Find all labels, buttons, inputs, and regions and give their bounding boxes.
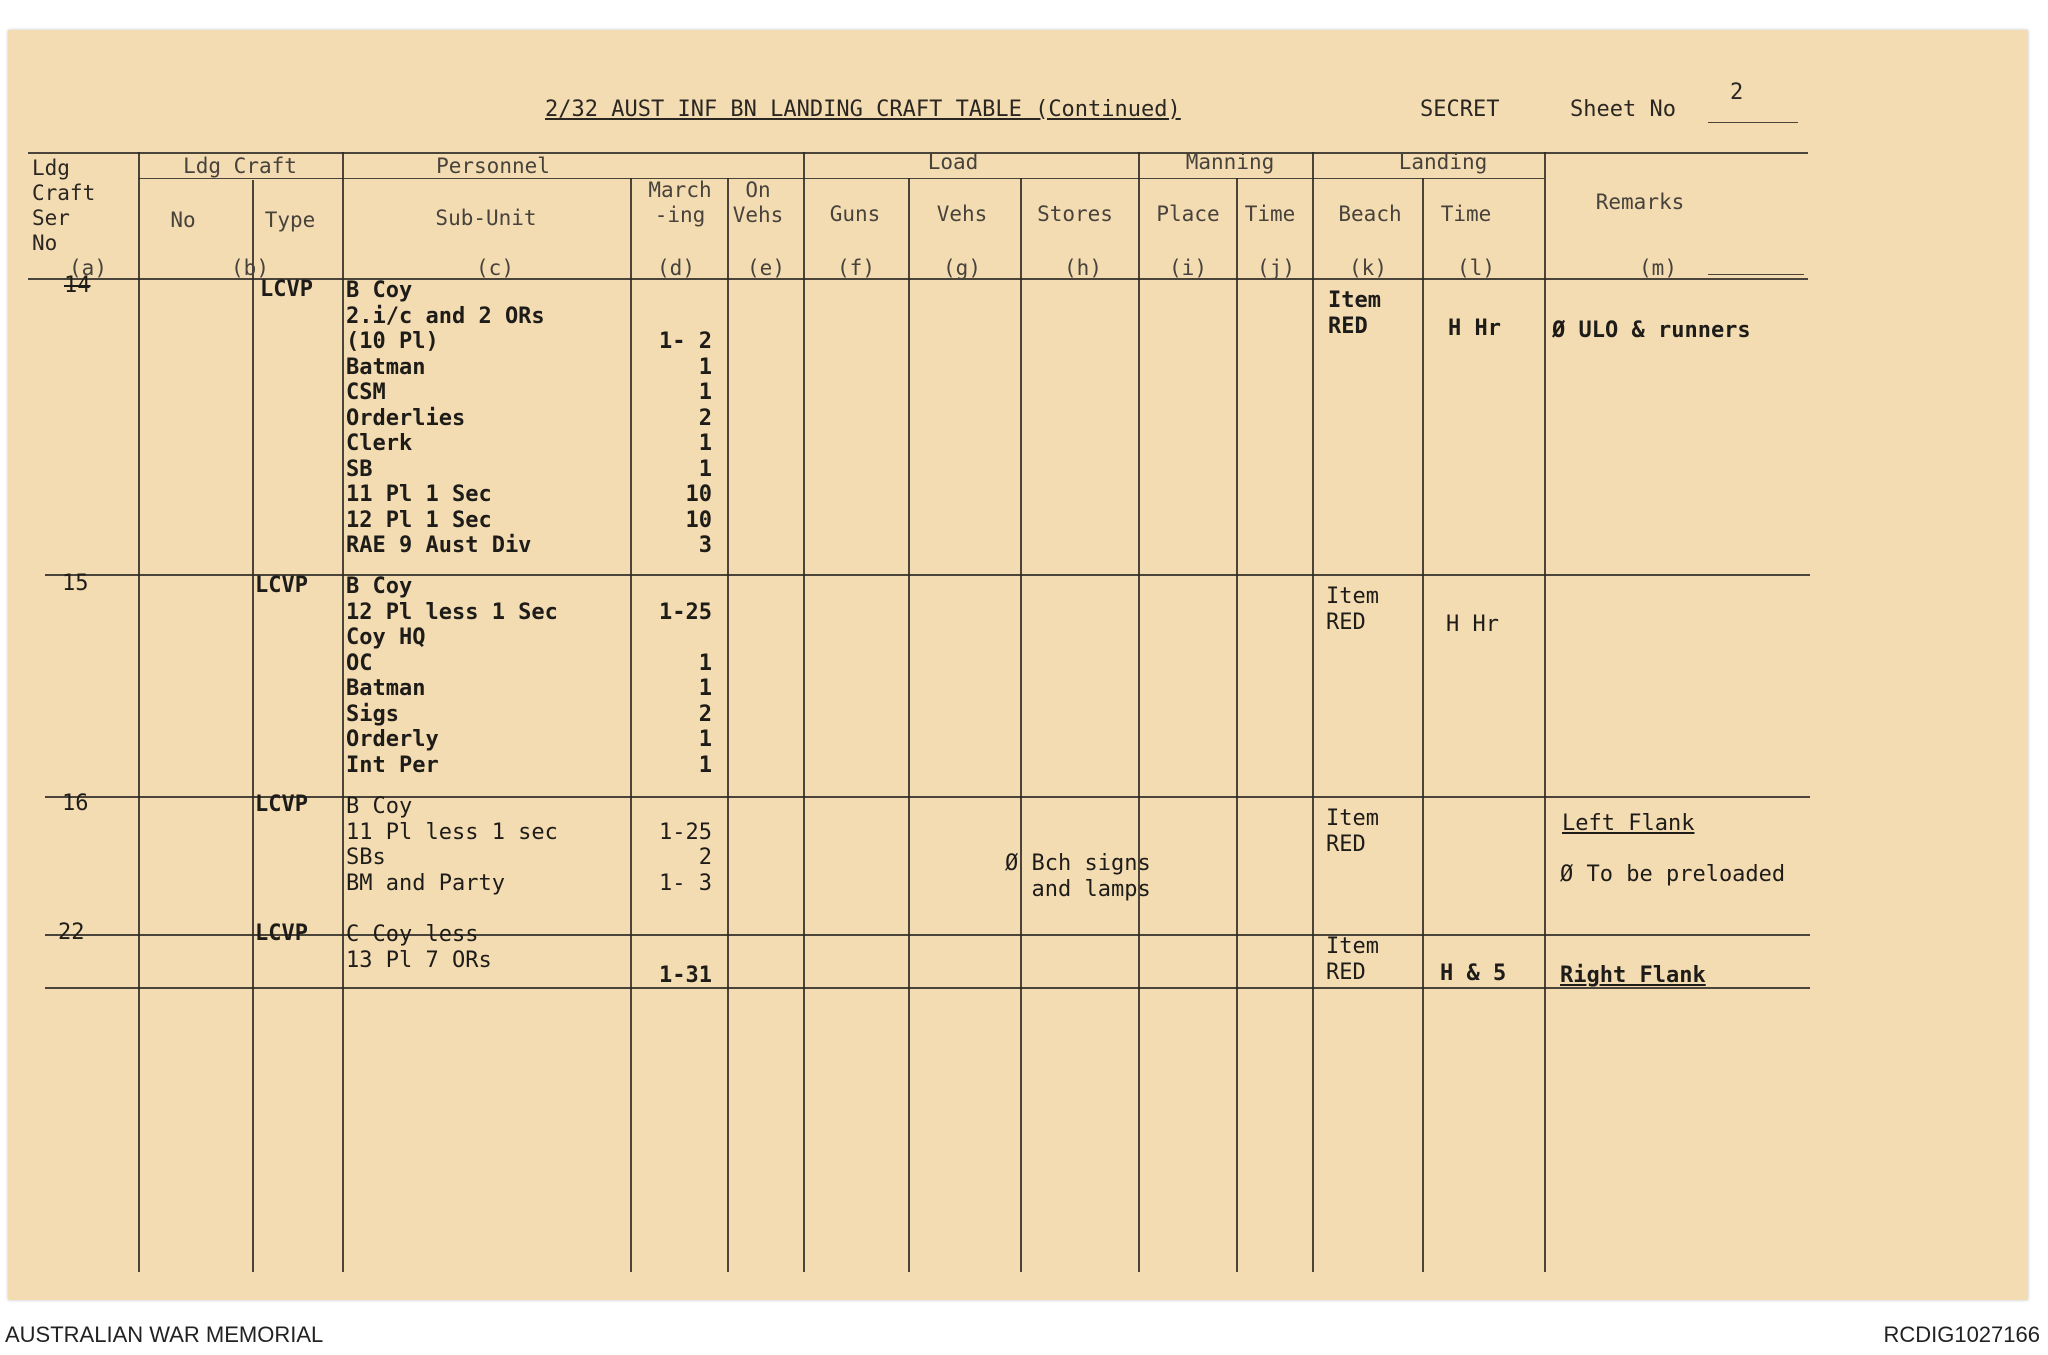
- row-15-sub-unit: B Coy 12 Pl less 1 Sec Coy HQ OC Batman Sigs Orderly Int Per: [346, 574, 558, 778]
- col-letter-f: (f): [837, 256, 875, 280]
- row-16-beach: Item RED: [1326, 806, 1379, 857]
- col-letter-d: (d): [657, 256, 695, 280]
- col-divider-manning: [1312, 152, 1314, 1272]
- header-type: Type: [264, 208, 316, 232]
- col-divider-d: [727, 178, 729, 1272]
- col-divider-b: [252, 180, 254, 1272]
- row-15-time: H Hr: [1446, 612, 1499, 637]
- row-16-sub-unit: B Coy 11 Pl less 1 sec SBs BM and Party: [346, 794, 558, 896]
- header-landing: Landing: [1398, 150, 1488, 174]
- classification-label: SECRET: [1420, 97, 1500, 122]
- header-no: No: [170, 208, 196, 232]
- row-14-type: LCVP: [260, 277, 313, 302]
- row-14-marching: 1- 2 1 1 2 1 1 10 10 3: [659, 329, 712, 558]
- row-22-marching: 1-31: [659, 962, 712, 988]
- header-stores: Stores: [1037, 202, 1113, 226]
- header-remarks: Remarks: [1595, 190, 1685, 214]
- row-14-beach: Item RED: [1328, 288, 1381, 339]
- row-15-marching: 1-25 1 1 2 1 1: [659, 599, 712, 778]
- col-divider-f: [908, 178, 910, 1272]
- row-16-stores: Ø Bch signs and lamps: [1005, 851, 1151, 902]
- col-letter-c: (c): [476, 256, 514, 280]
- col-letter-b: (b): [231, 256, 269, 280]
- remarks-header-tail-rule: [1708, 274, 1804, 275]
- row-15-ser-no: 15: [62, 571, 89, 596]
- header-personnel: Personnel: [436, 154, 550, 178]
- header-ldg-craft: Ldg Craft: [183, 154, 297, 178]
- row-22-sub-unit: C Coy less 13 Pl 7 ORs: [346, 922, 492, 973]
- col-letter-e: (e): [747, 256, 785, 280]
- footer-source-label: AUSTRALIAN WAR MEMORIAL: [5, 1322, 324, 1347]
- header-sub-unit: Sub-Unit: [435, 206, 537, 230]
- sheet-number-underline: [1708, 122, 1798, 123]
- row-22-remarks: Right Flank: [1560, 963, 1706, 988]
- row-14-remarks: Ø ULO & runners: [1552, 318, 1751, 343]
- header-beach: Beach: [1338, 202, 1402, 226]
- sheet-number: 2: [1730, 80, 1744, 105]
- row-22-type: LCVP: [255, 921, 308, 946]
- sheet-label: Sheet No: [1570, 97, 1676, 122]
- col-divider-personnel: [803, 152, 805, 1272]
- row-16-ser-no: 16: [62, 791, 89, 816]
- row-15-beach: Item RED: [1326, 584, 1379, 635]
- row-22-ser-no: 22: [58, 920, 85, 945]
- document-title: 2/32 AUST INF BN LANDING CRAFT TABLE (Continued): [545, 97, 1181, 122]
- row-16-type: LCVP: [255, 792, 308, 817]
- col-letter-a: (a): [69, 256, 107, 280]
- header-time-landing: Time: [1440, 202, 1492, 226]
- col-divider-c: [630, 178, 632, 1272]
- header-vehs: Vehs: [936, 202, 988, 226]
- col-divider-g: [1020, 178, 1022, 1272]
- col-divider-landing: [1544, 152, 1546, 1272]
- row-14-ser-no: 14: [64, 273, 91, 298]
- col-letter-g: (g): [943, 256, 981, 280]
- col-letter-l: (l): [1457, 256, 1495, 280]
- col-divider-i: [1236, 178, 1238, 1272]
- row-15-type: LCVP: [255, 573, 308, 598]
- header-on-vehs: On Vehs: [732, 178, 784, 227]
- header-manning: Manning: [1185, 150, 1275, 174]
- row-14-time: H Hr: [1448, 316, 1501, 341]
- col-letter-j: (j): [1257, 256, 1295, 280]
- col-letter-m: (m): [1639, 256, 1677, 280]
- header-load: Load: [927, 150, 979, 174]
- header-guns: Guns: [829, 202, 881, 226]
- col-divider-ldg-craft: [342, 152, 344, 1272]
- col-divider-k: [1422, 178, 1424, 1272]
- col-divider-load: [1138, 152, 1140, 1272]
- col-letter-i: (i): [1169, 256, 1207, 280]
- header-time-manning: Time: [1244, 202, 1296, 226]
- col-letter-k: (k): [1349, 256, 1387, 280]
- row-16-remarks-note: Ø To be preloaded: [1560, 862, 1786, 887]
- group-header-rule: [138, 178, 1544, 179]
- row-22-time: H & 5: [1440, 961, 1507, 986]
- col-letter-h: (h): [1064, 256, 1102, 280]
- row-14-sub-unit: B Coy 2.i/c and 2 ORs (10 Pl) Batman CSM Orderlies Clerk SB 11 Pl 1 Sec 12 Pl 1 Sec RAE 9 Aust Div: [346, 278, 545, 558]
- footer-reference-id: RCDIG1027166: [1883, 1322, 2040, 1347]
- header-ldg-craft-ser-no: Ldg Craft Ser No: [32, 156, 96, 255]
- header-place: Place: [1156, 202, 1220, 226]
- row-16-remarks-flank: Left Flank: [1562, 811, 1695, 836]
- header-marching: March -ing: [648, 178, 712, 227]
- row-16-marching: 1-25 2 1- 3: [659, 819, 712, 896]
- col-divider-a: [138, 152, 140, 1272]
- row-22-beach: Item RED: [1326, 934, 1379, 985]
